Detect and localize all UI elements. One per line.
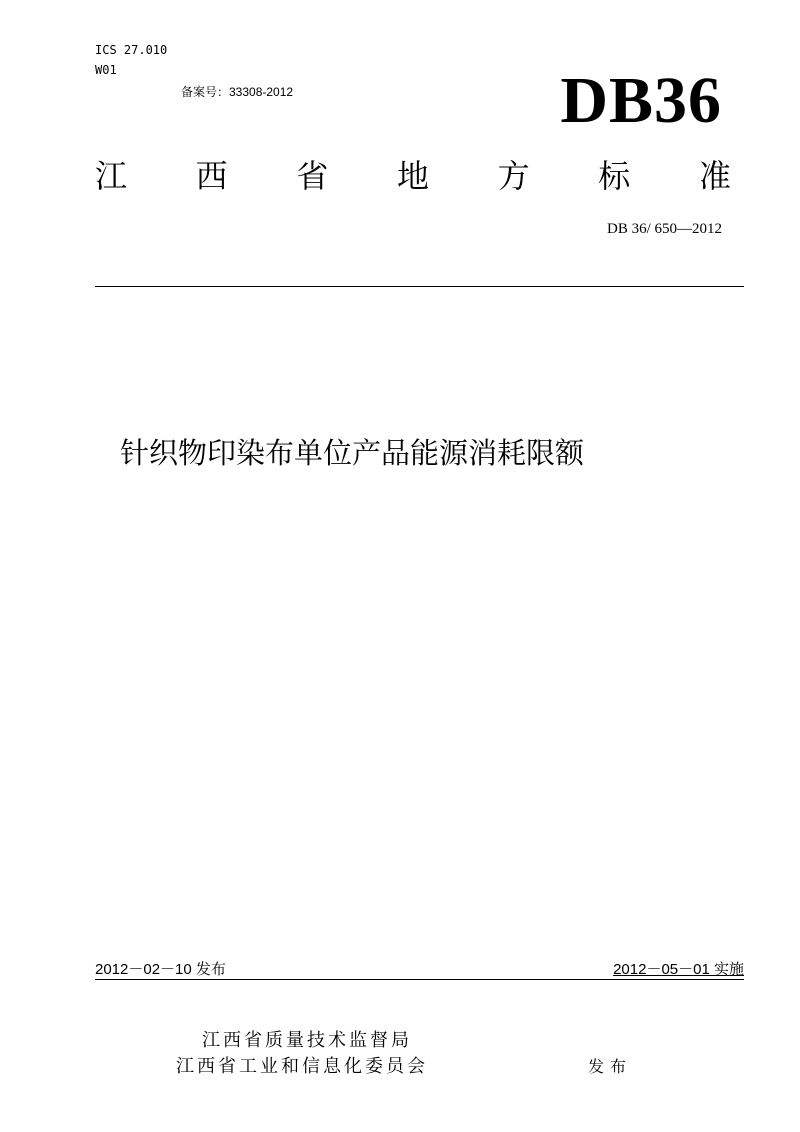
top-divider <box>95 286 744 287</box>
standard-number: DB 36/ 650—2012 <box>606 221 722 237</box>
standard-title-char: 方 <box>497 157 530 195</box>
standard-title-char: 西 <box>195 157 228 195</box>
standard-logo: DB36 <box>560 64 722 137</box>
issue-date: 2012－02－10 发布 <box>95 961 226 978</box>
bottom-divider <box>95 979 744 980</box>
publisher-industry-commission: 江西省工业和信息化委员会 <box>176 1056 428 1077</box>
document-title: 针织物印染布单位产品能源消耗限额 <box>120 436 585 470</box>
publish-label: 发布 <box>588 1057 633 1076</box>
standard-title-char: 省 <box>296 157 329 195</box>
publisher-quality-bureau: 江西省质量技术监督局 <box>202 1030 412 1051</box>
standard-title-char: 地 <box>396 157 429 195</box>
standard-title-char: 江 <box>95 157 128 195</box>
ics-code: ICS 27.010 <box>95 43 168 57</box>
implementation-date: 2012－05－01 实施 <box>613 961 744 978</box>
standard-type-title <box>95 156 731 196</box>
record-number: 备案号：33308-2012 <box>181 85 294 99</box>
standard-title-char: 准 <box>698 157 731 195</box>
standard-title-char: 标 <box>598 157 631 195</box>
classification-code: W01 <box>95 63 117 77</box>
